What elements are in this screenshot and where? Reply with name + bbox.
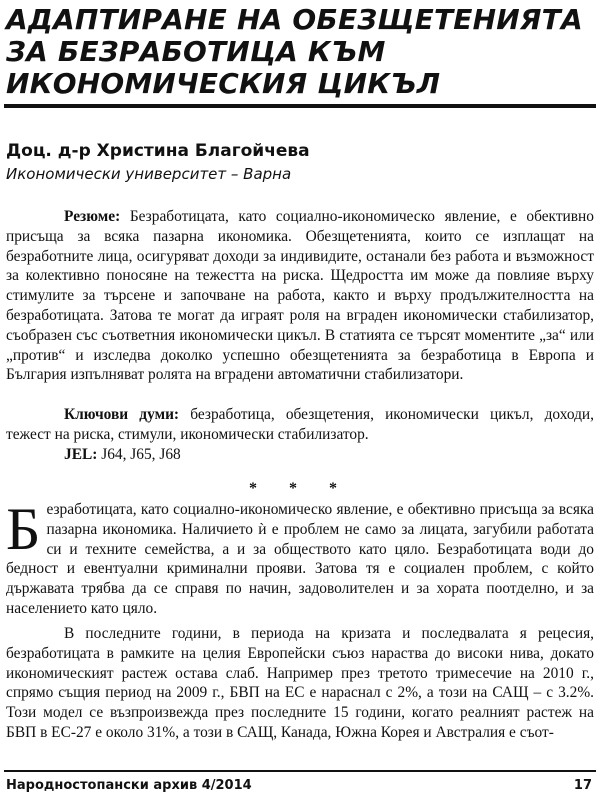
article-title: АДАПТИРАНЕ НА ОБЕЗЩЕТЕНИЯТА ЗА БЕЗРАБОТИЦА КЪМ ИКОНОМИЧЕСКИЯ ЦИКЪЛ — [6, 3, 583, 100]
keywords-text: безработица, обезщетения, икономически цикъл, доходи, тежест на риска, стимули, икономически стабилизатор. — [6, 406, 594, 443]
keywords-label: Ключови думи: — [64, 406, 180, 423]
title-divider — [4, 104, 596, 108]
section-separator: * * * — [249, 480, 351, 497]
body-paragraph-1 — [6, 496, 594, 619]
keywords — [6, 405, 594, 445]
drop-cap: Б — [6, 496, 41, 562]
jel-codes — [6, 445, 594, 465]
abstract-text: Безработицата, като социално-икономическо явление, е обективно присъща за всяка пазарна икономика. Обезщетенията, които се изплащат на безработните лица, осигуряват доходи за индивидите, останали без работа и възможност за колективно поносяне на тежестта на риска. Щедростта им може да повлияе върху стимулите за търсене и започване на работа, както и върху продължителността на безработицата. Затова те могат да играят роля на вграден икономически стабилизатор, съобразен със съответния икономически цикъл. В статията се търсят моментите „за“ или „против“ и изследва доколко успешно обезщетенията за безработица в Европа и България изпълняват ролята на вградени автоматични стабилизатори. — [6, 208, 594, 384]
author-affiliation: Икономически университет – Варна — [6, 165, 292, 183]
body-paragraph-2: В последните години, в периода на кризата и последвалата я рецесия, безработицата в рамките на целия Европейски съюз нараства до високи нива, докато икономическият растеж остава слаб. Например през третото тримесечие на 2010 г., спрямо същия период на 2009 г., БВП на ЕС е нараснал с 2%, а този на САЩ – с 3.2%. Този модел се възпроизвежда през последните 15 години, когато реалният растеж на БВП в ЕС-27 е около 31%, а този в САЩ, Канада, Южна Корея и Австралия е съот- — [6, 625, 594, 741]
footer-divider — [4, 770, 596, 772]
footer-journal: Народностопански архив 4/2014 — [6, 778, 252, 793]
body-paragraph-1-text: езработицата, като социално-икономическо явление, е обективно присъща за всяка пазарна икономика. Наличието ѝ е проблем не само за лицата, загубили работата си и техните семейства, а и за обществото като цяло. Безработицата води до бедност и евентуални криминални прояви. Затова тя е социален проблем, с който държавата трябва да се справя по начин, задоволителен и за хората поотделно, и за населението като цяло. — [6, 501, 594, 617]
abstract — [6, 207, 594, 385]
abstract-label: Резюме: — [64, 208, 121, 225]
jel-text: J64, J65, J68 — [101, 446, 181, 463]
jel-label: JEL: — [64, 446, 98, 463]
author-name: Доц. д-р Христина Благойчева — [6, 141, 310, 161]
page-number: 17 — [573, 778, 592, 793]
